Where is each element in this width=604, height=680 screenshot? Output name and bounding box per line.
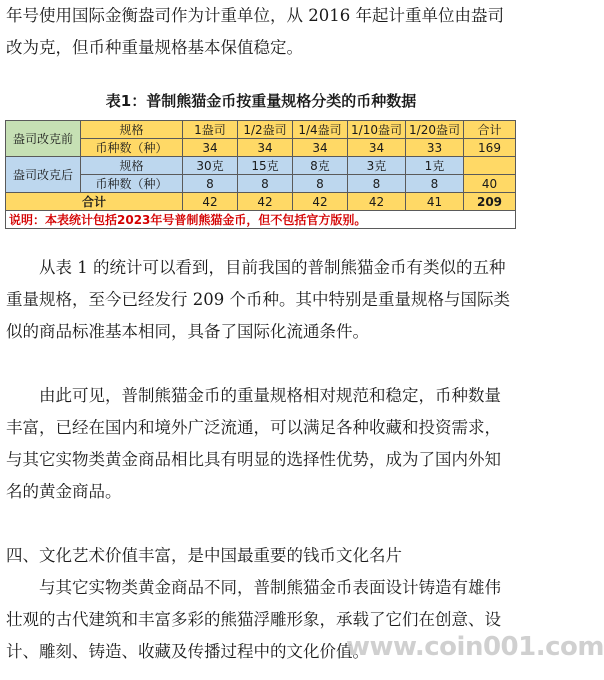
spec-cell: 1/4盎司 — [293, 121, 348, 139]
count-cell: 33 — [406, 139, 464, 157]
row-header-spec: 规格 — [81, 121, 183, 139]
total-cell: 41 — [406, 193, 464, 211]
count-cell: 34 — [183, 139, 238, 157]
section-heading: 四、文化艺术价值丰富，是中国最重要的钱币文化名片 — [6, 546, 402, 565]
table-note: 说明：本表统计包括2023年号普制熊猫金币，但不包括官方版别。 — [6, 211, 516, 229]
total-cell: 42 — [183, 193, 238, 211]
spec-cell: 1/20盎司 — [406, 121, 464, 139]
count-cell: 34 — [238, 139, 293, 157]
body-paragraph: 从表 1 的统计可以看到，目前我国的普制熊猫金币有类似的五种重量规格，至今已经发行 209 个币种。其中特别是重量规格与国际类似的商品标准基本相同，具备了国际化流通条件。 — [6, 258, 510, 341]
total-cell: 42 — [293, 193, 348, 211]
body-paragraph: 由此可见，普制熊猫金币的重量规格相对规范和稳定，币种数量丰富，已经在国内和境外广泛流通，可以满足各种收藏和投资需求，与其它实物类黄金商品相比具有明显的选择性优势，成为了国内外知名的黄金商品。 — [6, 386, 501, 501]
count-cell: 8 — [293, 175, 348, 193]
spec-cell: 1/2盎司 — [238, 121, 293, 139]
spec-cell: 30克 — [183, 157, 238, 175]
spec-cell: 15克 — [238, 157, 293, 175]
total-cell: 40 — [464, 175, 516, 193]
row-header-count: 币种数（种） — [81, 175, 183, 193]
coin-weight-table — [5, 120, 516, 229]
table-row — [6, 193, 516, 211]
total-cell: 169 — [464, 139, 516, 157]
table-row — [6, 175, 516, 193]
count-cell: 34 — [348, 139, 406, 157]
total-cell-empty — [464, 157, 516, 175]
table-row — [6, 157, 516, 175]
row-header-count: 币种数（种） — [81, 139, 183, 157]
spec-cell: 3克 — [348, 157, 406, 175]
grand-total-label: 合计 — [6, 193, 183, 211]
grand-total-cell: 209 — [464, 193, 516, 211]
count-cell: 8 — [406, 175, 464, 193]
table-caption: 表1：普制熊猫金币按重量规格分类的币种数据 — [105, 92, 417, 110]
count-cell: 34 — [293, 139, 348, 157]
table-row — [6, 139, 516, 157]
count-cell: 8 — [348, 175, 406, 193]
spec-cell: 1/10盎司 — [348, 121, 406, 139]
group-label-before: 盎司改克前 — [6, 121, 81, 157]
count-cell: 8 — [183, 175, 238, 193]
group-label-after: 盎司改克后 — [6, 157, 81, 193]
body-paragraph: 与其它实物类黄金商品不同，普制熊猫金币表面设计铸造有雄伟壮观的古代建筑和丰富多彩的熊猫浮雕形象，承载了它们在创意、设计、雕刻、铸造、收藏及传播过程中的文化价值。 — [6, 578, 501, 661]
site-watermark: www.coin001.com — [346, 632, 604, 662]
intro-paragraph: 年号使用国际金衡盎司作为计重单位，从 2016 年起计重单位由盎司改为克，但币种重量规格基本保值稳定。 — [6, 6, 504, 57]
row-header-spec: 规格 — [81, 157, 183, 175]
spec-cell: 8克 — [293, 157, 348, 175]
spec-cell: 1盎司 — [183, 121, 238, 139]
total-cell: 42 — [348, 193, 406, 211]
total-header: 合计 — [464, 121, 516, 139]
count-cell: 8 — [238, 175, 293, 193]
total-cell: 42 — [238, 193, 293, 211]
table-row — [6, 211, 516, 229]
table-row — [6, 121, 516, 139]
spec-cell: 1克 — [406, 157, 464, 175]
